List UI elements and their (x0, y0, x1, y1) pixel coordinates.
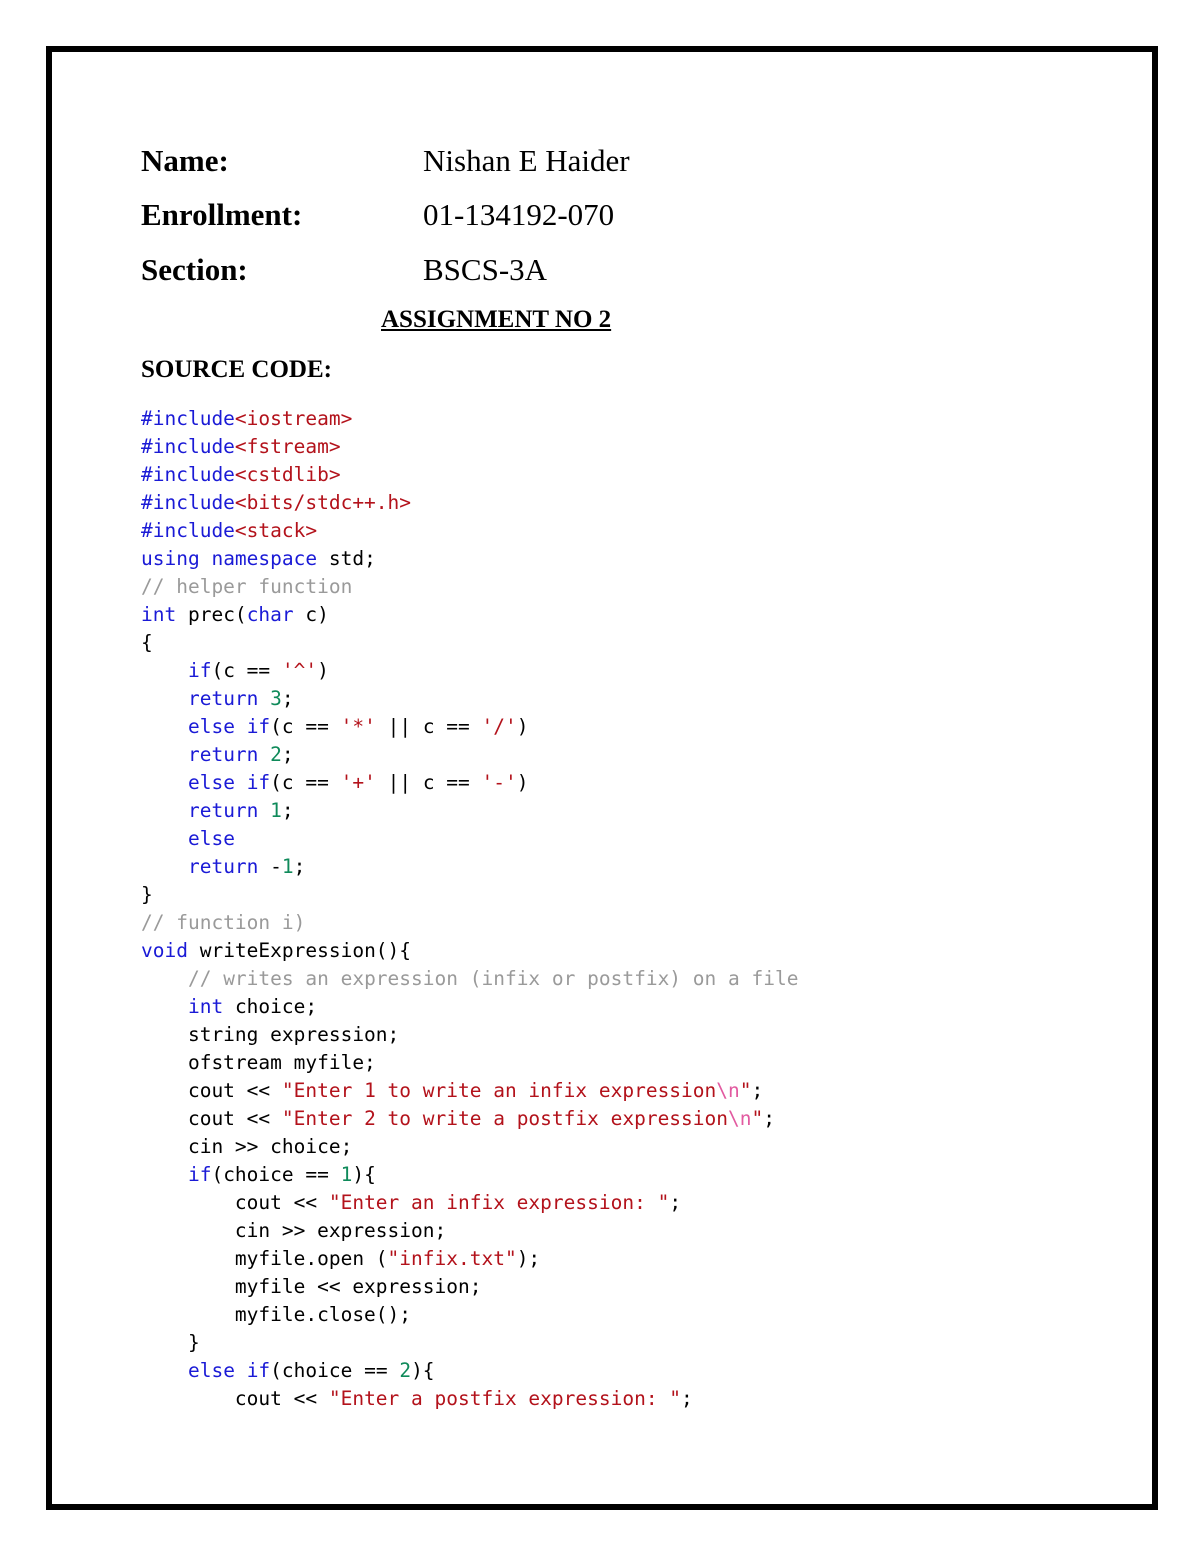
code-token: 1 (270, 799, 282, 822)
code-token: myfile << expression; (141, 1275, 482, 1298)
code-token: (choice == (270, 1359, 400, 1382)
code-token: myfile.open ( (141, 1247, 388, 1270)
code-line (141, 825, 798, 853)
code-token (258, 799, 270, 822)
code-token: myfile.close(); (141, 1303, 412, 1326)
code-line (141, 1049, 798, 1077)
code-line (141, 909, 798, 937)
code-token: // writes an expression (infix or postfix) on a file (187, 967, 799, 990)
section-label: Section: (141, 252, 248, 287)
code-token: namespace (211, 547, 318, 570)
source-code-block (141, 405, 798, 1413)
code-token: if (187, 659, 212, 682)
code-token: return (187, 743, 259, 766)
code-token: return (187, 855, 259, 878)
name-value: Nishan E Haider (423, 143, 630, 178)
code-line (141, 881, 798, 909)
code-line (141, 1077, 798, 1105)
code-token: return (187, 799, 259, 822)
code-token: "Enter an infix expression: " (328, 1191, 670, 1214)
code-token (141, 1163, 188, 1186)
code-token: else (187, 827, 235, 850)
code-line (141, 517, 798, 545)
code-token: cout << (141, 1107, 282, 1130)
code-token: if (246, 771, 271, 794)
code-line (141, 629, 798, 657)
code-token (141, 827, 188, 850)
code-token: (c == (270, 771, 341, 794)
code-token (235, 715, 247, 738)
code-line (141, 937, 798, 965)
code-token (235, 1359, 247, 1382)
code-token: } (141, 1331, 200, 1354)
code-token (141, 855, 188, 878)
code-token: char (246, 603, 294, 626)
code-token (258, 743, 270, 766)
code-token: else (187, 1359, 235, 1382)
code-line (141, 489, 798, 517)
code-line (141, 797, 798, 825)
code-line (141, 601, 798, 629)
code-token: " (751, 1107, 764, 1130)
code-token: cin >> choice; (141, 1135, 353, 1158)
code-token: return (187, 687, 259, 710)
code-token: { (141, 631, 153, 654)
code-token: ); (516, 1247, 541, 1270)
code-token: else (187, 715, 235, 738)
code-token: #include (141, 491, 235, 514)
code-token: ; (281, 799, 294, 822)
code-line (141, 1357, 798, 1385)
code-token: c) (293, 603, 329, 626)
code-token: 1 (281, 855, 294, 878)
code-token: cin >> expression; (141, 1219, 447, 1242)
code-token: prec( (176, 603, 247, 626)
code-token: - (258, 855, 282, 878)
code-token: ) (317, 659, 329, 682)
code-token: 3 (270, 687, 282, 710)
code-token (258, 687, 270, 710)
code-line (141, 713, 798, 741)
code-token: if (246, 715, 271, 738)
assignment-title: ASSIGNMENT NO 2 (381, 306, 612, 333)
code-token: void (141, 939, 188, 962)
code-token: #include (141, 407, 235, 430)
code-token: int (141, 603, 177, 626)
code-token: ) (516, 715, 529, 738)
code-token: std; (317, 547, 376, 570)
code-token (200, 547, 212, 570)
source-code-heading: SOURCE CODE: (141, 356, 332, 383)
code-line (141, 1273, 798, 1301)
code-token: string expression; (141, 1023, 400, 1046)
code-token: <cstdlib> (234, 463, 341, 486)
code-token: ){ (352, 1163, 376, 1186)
code-token (141, 995, 188, 1018)
code-token: // helper function (141, 575, 353, 598)
code-token (141, 799, 188, 822)
code-token (141, 687, 188, 710)
code-token: else (187, 771, 235, 794)
code-token: " (739, 1079, 752, 1102)
code-token: ; (281, 687, 294, 710)
code-token: "infix.txt" (387, 1247, 517, 1270)
code-token: 2 (270, 743, 282, 766)
code-token: \n (716, 1079, 740, 1102)
code-line (141, 1105, 798, 1133)
code-line (141, 1021, 798, 1049)
code-token: cout << (141, 1387, 329, 1410)
code-token: '+' (340, 771, 376, 794)
code-line (141, 1217, 798, 1245)
code-token: "Enter 2 to write a postfix expression (281, 1107, 729, 1130)
code-token: if (246, 1359, 271, 1382)
code-token: <iostream> (234, 407, 353, 430)
code-token (141, 743, 188, 766)
code-line (141, 405, 798, 433)
enrollment-label: Enrollment: (141, 197, 303, 232)
code-token: ; (751, 1079, 764, 1102)
code-line (141, 685, 798, 713)
code-token: cout << (141, 1191, 329, 1214)
code-token: '*' (340, 715, 376, 738)
code-token: <bits/stdc++.h> (234, 491, 412, 514)
code-token: <stack> (234, 519, 318, 542)
code-token: ; (681, 1387, 693, 1410)
code-token: || c == (375, 771, 482, 794)
code-line (141, 1301, 798, 1329)
code-line (141, 461, 798, 489)
code-token: '^' (281, 659, 318, 682)
code-token: (c == (270, 715, 341, 738)
code-token: <fstream> (234, 435, 341, 458)
code-token: ) (516, 771, 529, 794)
code-line (141, 993, 798, 1021)
code-token: ){ (411, 1359, 435, 1382)
code-token: if (187, 1163, 212, 1186)
code-token (141, 659, 188, 682)
code-token: '/' (481, 715, 517, 738)
code-line (141, 1161, 798, 1189)
code-token: || c == (375, 715, 482, 738)
code-line (141, 853, 798, 881)
code-line (141, 657, 798, 685)
code-line (141, 965, 798, 993)
code-line (141, 1385, 798, 1413)
code-token: (choice == (211, 1163, 341, 1186)
code-line (141, 1329, 798, 1357)
code-token (141, 1359, 188, 1382)
code-token: (c == (211, 659, 282, 682)
code-token: // function i) (141, 911, 306, 934)
code-token: 1 (340, 1163, 353, 1186)
code-token: using (141, 547, 200, 570)
code-line (141, 545, 798, 573)
code-token: #include (141, 435, 235, 458)
code-token (141, 771, 188, 794)
code-token: choice; (223, 995, 318, 1018)
code-line (141, 573, 798, 601)
code-token: \n (728, 1107, 752, 1130)
code-token (141, 967, 188, 990)
code-token: ; (281, 743, 294, 766)
code-token: int (187, 995, 224, 1018)
name-label: Name: (141, 143, 229, 178)
code-token: writeExpression(){ (187, 939, 412, 962)
code-token: ofstream myfile; (141, 1051, 376, 1074)
code-token: '-' (481, 771, 517, 794)
code-token: } (141, 883, 153, 906)
code-line (141, 1189, 798, 1217)
code-token: ; (293, 855, 306, 878)
code-token: #include (141, 463, 235, 486)
code-token: 2 (399, 1359, 412, 1382)
code-line (141, 1133, 798, 1161)
section-value: BSCS-3A (423, 252, 548, 287)
code-token: #include (141, 519, 235, 542)
enrollment-value: 01-134192-070 (423, 197, 615, 232)
code-token (235, 771, 247, 794)
code-token: ; (763, 1107, 775, 1130)
code-line (141, 741, 798, 769)
code-token: "Enter 1 to write an infix expression (281, 1079, 717, 1102)
code-token: ; (669, 1191, 682, 1214)
code-token (141, 715, 188, 738)
code-line (141, 1245, 798, 1273)
code-line (141, 433, 798, 461)
code-line (141, 769, 798, 797)
code-token: "Enter a postfix expression: " (328, 1387, 682, 1410)
code-token: cout << (141, 1079, 282, 1102)
